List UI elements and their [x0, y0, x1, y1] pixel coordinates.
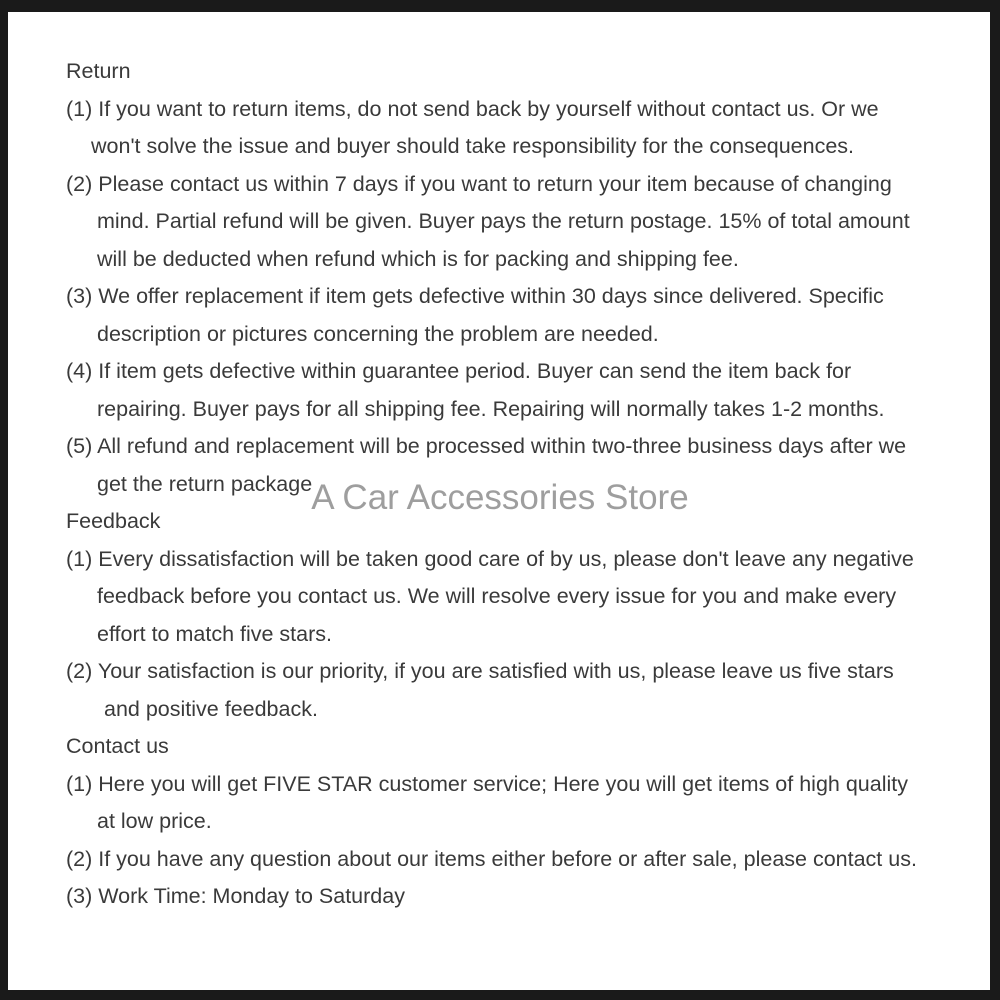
return-item-5-line-2: get the return package: [97, 471, 313, 496]
contact-item-1-line-1: (1) Here you will get FIVE STAR customer service; Here you will get items of high quality: [66, 771, 908, 796]
feedback-item-1-line-1: (1) Every dissatisfaction will be taken good care of by us, please don't leave any negative: [66, 546, 914, 571]
contact-item-2-line-1: (2) If you have any question about our items either before or after sale, please contact us.: [66, 846, 917, 871]
return-item-3-line-2: description or pictures concerning the problem are needed.: [97, 321, 659, 346]
return-item-1-line-2: won't solve the issue and buyer should take responsibility for the consequences.: [91, 134, 855, 158]
policy-document: [66, 53, 976, 916]
return-item-3-line-1: (3) We offer replacement if item gets defective within 30 days since delivered. Specific: [66, 284, 884, 308]
return-item-2-line-3: will be deducted when refund which is for packing and shipping fee.: [97, 246, 739, 271]
store-watermark: A Car Accessories Store: [311, 478, 689, 517]
return-heading: Return: [66, 59, 131, 83]
return-item-1-line-1: (1) If you want to return items, do not send back by yourself without contact us. Or we: [66, 96, 879, 121]
feedback-item-2-line-1: (2) Your satisfaction is our priority, if you are satisfied with us, please leave us five stars: [66, 659, 894, 683]
feedback-item-2-line-2: and positive feedback.: [104, 696, 318, 721]
feedback-item-1-line-3: effort to match five stars.: [97, 621, 332, 646]
feedback-heading: Feedback: [66, 509, 161, 533]
return-item-4-line-2: repairing. Buyer pays for all shipping fee. Repairing will normally takes 1-2 months.: [97, 396, 885, 421]
return-item-4-line-1: (4) If item gets defective within guarantee period. Buyer can send the item back for: [66, 359, 852, 383]
contact-item-3-line-1: (3) Work Time: Monday to Saturday: [66, 884, 405, 908]
contact-item-1-line-2: at low price.: [97, 809, 212, 833]
return-item-2-line-1: (2) Please contact us within 7 days if you want to return your item because of changing: [66, 171, 892, 196]
return-item-5-line-1: (5) All refund and replacement will be processed within two-three business days after we: [66, 434, 907, 458]
contact-heading: Contact us: [66, 734, 169, 758]
feedback-item-1-line-2: feedback before you contact us. We will resolve every issue for you and make every: [97, 584, 897, 608]
return-item-2-line-2: mind. Partial refund will be given. Buyer pays the return postage. 15% of total amount: [97, 209, 910, 233]
